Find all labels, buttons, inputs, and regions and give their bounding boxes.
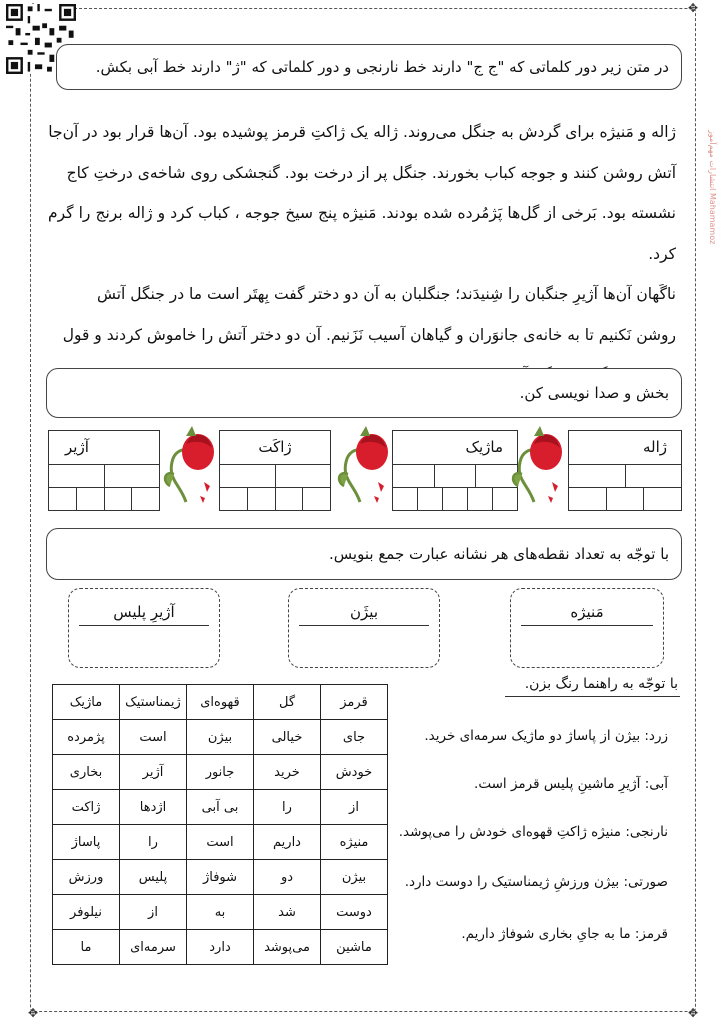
grid-cell[interactable]: قهوه‌ای bbox=[187, 685, 254, 720]
coloring-word-grid bbox=[52, 684, 388, 965]
spell-box-3[interactable] bbox=[219, 430, 331, 511]
instruction-1-box bbox=[56, 44, 682, 90]
corner-ornament: ✥ bbox=[688, 1, 699, 15]
story-line: ناگَهان آن‌ها آژیرِ جنگبان را شِنیدَند؛ جنگلبان به آن دو دختر گفت بِهتَر است ما در جنگل آتش bbox=[96, 285, 676, 303]
grid-cell[interactable]: بخاری bbox=[53, 755, 120, 790]
grid-cell[interactable]: از bbox=[321, 790, 388, 825]
grid-cell[interactable]: اژدها bbox=[120, 790, 187, 825]
instruction-2-box bbox=[46, 368, 682, 418]
dot-word: مَنیژه bbox=[570, 603, 604, 621]
grid-cell[interactable]: است bbox=[120, 720, 187, 755]
guide-line-pink: صورتی: بیژن ورزشِ ژیمناستیک را دوست دارد. bbox=[404, 874, 668, 890]
wilted-rose-icon bbox=[508, 422, 566, 504]
grid-row bbox=[53, 755, 388, 790]
spell-word: ماژیک bbox=[393, 431, 517, 465]
grid-row bbox=[53, 825, 388, 860]
instruction-1-text: در متن زیر دور کلماتی که "ج ج" دارند خط نارنجی و دور کلماتی که "ژ" دارند خط آبی بکش. bbox=[95, 58, 669, 76]
grid-cell[interactable]: دو bbox=[254, 860, 321, 895]
story-line: نشسته بود. بَرخی از گل‌ها پَژمُرده شده بودند. مَنیژه پنج سیخ جوجه ، کباب کرد و ژاله برنج را گرم کرد. bbox=[48, 204, 676, 263]
grid-cell[interactable]: ژاکت bbox=[53, 790, 120, 825]
grid-cell[interactable]: شوفاژ bbox=[187, 860, 254, 895]
grid-cell[interactable]: جانور bbox=[187, 755, 254, 790]
grid-cell[interactable]: داریم bbox=[254, 825, 321, 860]
grid-cell[interactable]: جای bbox=[321, 720, 388, 755]
guide-line-orange: نارنجی: منیژه ژاکتِ قهوه‌ای خودش را می‌پوشد. bbox=[398, 824, 668, 840]
grid-cell[interactable]: می‌پوشد bbox=[254, 930, 321, 965]
grid-cell[interactable]: ورزش bbox=[53, 860, 120, 895]
instruction-4: با توجّه به راهنما رنگ بزن. bbox=[505, 676, 680, 697]
grid-cell[interactable]: دارد bbox=[187, 930, 254, 965]
guide-line-blue: آبی: آژیرِ ماشینِ پلیس قرمز است. bbox=[474, 776, 668, 792]
grid-cell[interactable]: گل bbox=[254, 685, 321, 720]
wilted-rose-icon bbox=[334, 422, 392, 504]
grid-cell[interactable]: نیلوفر bbox=[53, 895, 120, 930]
grid-row bbox=[53, 720, 388, 755]
grid-cell[interactable]: را bbox=[120, 825, 187, 860]
spell-word: ژاله bbox=[569, 431, 681, 465]
wilted-rose-icon bbox=[160, 422, 218, 504]
instruction-2-text: بخش و صدا نویسی کن. bbox=[519, 384, 669, 402]
instruction-3-box bbox=[46, 528, 682, 580]
grid-cell[interactable]: سرمه‌ای bbox=[120, 930, 187, 965]
grid-cell[interactable]: ماشین bbox=[321, 930, 388, 965]
grid-cell[interactable]: خیالی bbox=[254, 720, 321, 755]
dot-count-box[interactable] bbox=[68, 588, 220, 668]
grid-cell[interactable]: ژیمناستیک bbox=[120, 685, 187, 720]
grid-cell[interactable]: منیژه bbox=[321, 825, 388, 860]
grid-cell[interactable]: دوست bbox=[321, 895, 388, 930]
grid-cell[interactable]: را bbox=[254, 790, 321, 825]
grid-cell[interactable]: بیژن bbox=[321, 860, 388, 895]
grid-cell[interactable]: خرید bbox=[254, 755, 321, 790]
grid-row bbox=[53, 930, 388, 965]
spell-box-4[interactable] bbox=[48, 430, 160, 511]
grid-row bbox=[53, 790, 388, 825]
guide-line-red: قرمز: ما به جایِ بخاری شوفاژ داریم. bbox=[461, 926, 668, 942]
grid-cell[interactable]: پاساژ bbox=[53, 825, 120, 860]
grid-cell[interactable]: پژمرده bbox=[53, 720, 120, 755]
dot-count-box[interactable] bbox=[288, 588, 440, 668]
dot-count-box[interactable] bbox=[510, 588, 664, 668]
grid-cell[interactable]: ما bbox=[53, 930, 120, 965]
story-line: آتش روشن کنند و جوجه کباب بخورند. جنگل پر از درخت بود. گنجشکی روی شاخه‌ی درختِ کاج bbox=[66, 163, 676, 182]
grid-cell[interactable]: پلیس bbox=[120, 860, 187, 895]
story-line: ژاله و مَنیژه برای گردش به جنگل می‌روند. ژاله یک ژاکتِ قرمز پوشیده بود. آن‌ها قرار بود در آن‌جا bbox=[48, 123, 676, 141]
grid-row bbox=[53, 895, 388, 930]
instruction-3-text: با توجّه به تعداد نقطه‌های هر نشانه عبارت جمع بنویس. bbox=[329, 545, 669, 563]
grid-cell[interactable]: به bbox=[187, 895, 254, 930]
grid-cell[interactable]: است bbox=[187, 825, 254, 860]
grid-cell[interactable]: ماژیک bbox=[53, 685, 120, 720]
dot-word: آژیرِ پلیس bbox=[113, 603, 175, 621]
guide-line-yellow: زرد: بیژن از پاساژ دو ماژیک سرمه‌ای خرید. bbox=[424, 728, 668, 744]
grid-cell[interactable]: شد bbox=[254, 895, 321, 930]
grid-cell[interactable]: آژیر bbox=[120, 755, 187, 790]
story-line: روشن نَکنیم تا به خانه‌ی جانوَران و گیاهان آسیب نَزَنیم. آن دو دختر آتش را خاموش کردند و قول bbox=[62, 325, 676, 344]
grid-cell[interactable]: قرمز bbox=[321, 685, 388, 720]
spell-word: آژیر bbox=[49, 431, 159, 465]
publisher-watermark: انتشارات مهم‌آموز Mahamamoz bbox=[708, 130, 717, 245]
spell-box-1[interactable] bbox=[568, 430, 682, 511]
grid-row bbox=[53, 685, 388, 720]
corner-ornament: ✥ bbox=[688, 1006, 699, 1020]
spell-box-2[interactable] bbox=[392, 430, 518, 511]
grid-cell[interactable]: از bbox=[120, 895, 187, 930]
grid-cell[interactable]: بی آبی bbox=[187, 790, 254, 825]
spell-word: ژاکَت bbox=[220, 431, 330, 465]
corner-ornament: ✥ bbox=[28, 1006, 39, 1020]
grid-row bbox=[53, 860, 388, 895]
grid-cell[interactable]: بیژن bbox=[187, 720, 254, 755]
grid-cell[interactable]: خودش bbox=[321, 755, 388, 790]
dot-word: بیژَن bbox=[350, 603, 378, 621]
story-paragraph bbox=[48, 112, 676, 396]
